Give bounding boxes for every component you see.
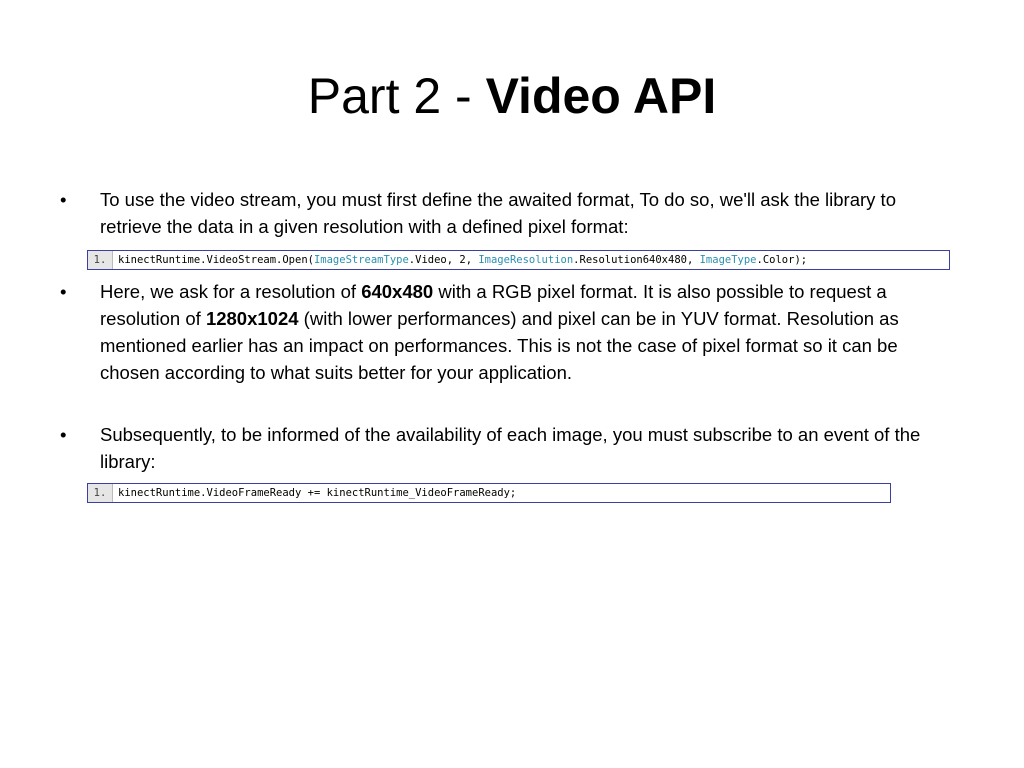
resolution-1280x1024: 1280x1024 — [205, 308, 299, 329]
bullet-text: To use the video stream, you must first define the awaited format, To do so, we'll ask the library to retrieve the data in a given resolution with a defined pixel format: — [100, 189, 896, 237]
title-bold: Video API — [485, 68, 717, 124]
code-token-type: ImageStreamType — [313, 254, 409, 266]
code-line-number: 1. — [88, 484, 113, 502]
bullet-text: Subsequently, to be informed of the availability of each image, you must subscribe to an event of the library: — [100, 424, 921, 472]
bullet-item — [60, 186, 960, 240]
code-line — [113, 251, 807, 269]
code-line — [113, 484, 516, 502]
bullet-text — [100, 278, 960, 386]
code-token: .Resolution640x480, — [573, 254, 700, 266]
code-token: kinectRuntime.VideoStream.Open( — [118, 254, 314, 266]
code-token: .Video, 2, — [408, 254, 479, 266]
bullet-item — [60, 421, 960, 475]
code-block — [87, 250, 950, 270]
bullet-item — [60, 278, 960, 386]
code-token: kinectRuntime.VideoFrameReady += kinectRuntime_VideoFrameReady; — [118, 487, 517, 499]
bullet-dot-icon: • — [60, 281, 67, 302]
bullet-dot-icon: • — [60, 189, 67, 210]
code-token-type: ImageResolution — [478, 254, 574, 266]
bullet-dot-icon: • — [60, 424, 67, 445]
bullet-text-part: Here, we ask for a resolution of — [100, 281, 362, 302]
slide-title — [0, 60, 1024, 132]
title-prefix: Part 2 - — [307, 68, 486, 124]
resolution-640x480: 640x480 — [361, 281, 434, 302]
code-token-type: ImageType — [699, 254, 757, 266]
bullet-text-part: with a RGB pixel format. It is also possible to request a resolution of — [100, 281, 887, 329]
bullet-text-part: (with lower performances) and pixel can be in YUV format. Resolution as mentioned earlier has an impact on performances. This is not the case of pixel format so it can be chosen according to what suits better for your application. — [100, 308, 899, 383]
code-token: .Color); — [756, 254, 808, 266]
code-block — [87, 483, 891, 503]
code-line-number: 1. — [88, 251, 113, 269]
